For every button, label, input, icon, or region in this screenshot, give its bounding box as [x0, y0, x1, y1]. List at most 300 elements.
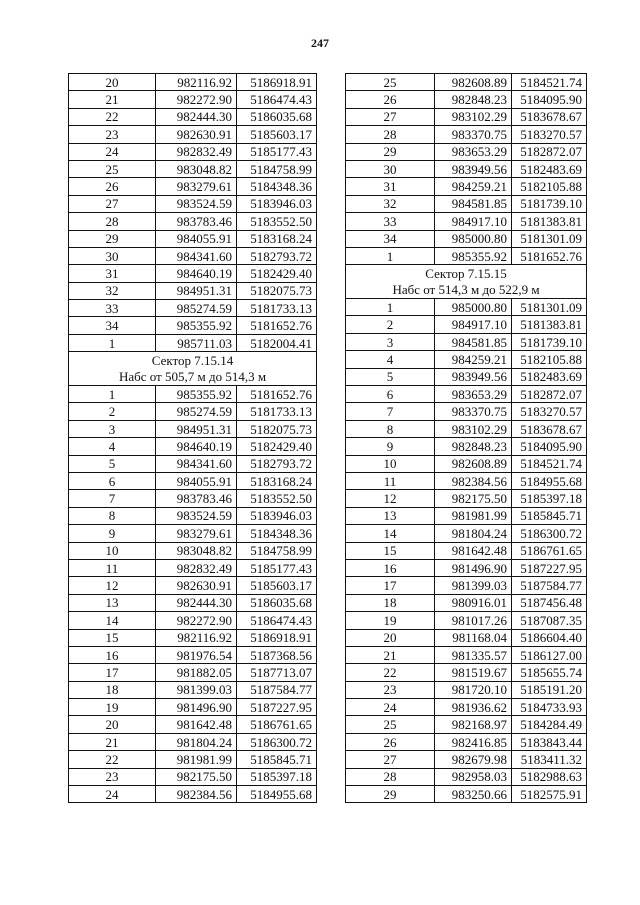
table-body-left	[69, 74, 317, 803]
x-coordinate-cell: 981642.48	[156, 716, 237, 733]
point-number-cell: 25	[346, 716, 435, 733]
y-coordinate-cell: 5185397.18	[237, 768, 317, 785]
y-coordinate-cell: 5186604.40	[512, 629, 587, 646]
table-row	[69, 317, 317, 334]
table-row	[346, 368, 587, 385]
point-number-cell: 22	[69, 751, 156, 768]
point-number-cell: 26	[69, 178, 156, 195]
y-coordinate-cell: 5181301.09	[512, 230, 587, 247]
table-row	[346, 629, 587, 646]
x-coordinate-cell: 981496.90	[156, 699, 237, 716]
y-coordinate-cell: 5181652.76	[237, 317, 317, 334]
y-coordinate-cell: 5185603.17	[237, 577, 317, 594]
point-number-cell: 13	[346, 507, 435, 524]
table-row	[346, 716, 587, 733]
y-coordinate-cell: 5181739.10	[512, 195, 587, 212]
y-coordinate-cell: 5186300.72	[512, 525, 587, 542]
x-coordinate-cell: 983524.59	[156, 507, 237, 524]
y-coordinate-cell: 5182075.73	[237, 282, 317, 299]
x-coordinate-cell: 985355.92	[156, 317, 237, 334]
table-row	[346, 213, 587, 230]
y-coordinate-cell: 5182793.72	[237, 455, 317, 472]
point-number-cell: 23	[69, 768, 156, 785]
x-coordinate-cell: 983783.46	[156, 213, 237, 230]
table-row	[346, 681, 587, 698]
point-number-cell: 9	[346, 438, 435, 455]
y-coordinate-cell: 5185603.17	[237, 126, 317, 143]
point-number-cell: 14	[346, 525, 435, 542]
y-coordinate-cell: 5182988.63	[512, 768, 587, 785]
y-coordinate-cell: 5184521.74	[512, 74, 587, 91]
y-coordinate-cell: 5181733.13	[237, 300, 317, 317]
table-row	[69, 542, 317, 559]
x-coordinate-cell: 984640.19	[156, 265, 237, 282]
y-coordinate-cell: 5182575.91	[512, 786, 587, 803]
y-coordinate-cell: 5182872.07	[512, 386, 587, 403]
point-number-cell: 3	[69, 420, 156, 437]
y-coordinate-cell: 5184733.93	[512, 699, 587, 716]
table-row	[69, 733, 317, 750]
x-coordinate-cell: 985000.80	[435, 299, 512, 316]
table-row	[346, 646, 587, 663]
x-coordinate-cell: 981981.99	[435, 507, 512, 524]
y-coordinate-cell: 5182429.40	[237, 265, 317, 282]
table-row	[69, 612, 317, 629]
x-coordinate-cell: 981976.54	[156, 646, 237, 663]
y-coordinate-cell: 5184284.49	[512, 716, 587, 733]
table-row	[346, 143, 587, 160]
x-coordinate-cell: 983279.61	[156, 525, 237, 542]
y-coordinate-cell: 5185177.43	[237, 143, 317, 160]
x-coordinate-cell: 983949.56	[435, 368, 512, 385]
x-coordinate-cell: 981804.24	[435, 525, 512, 542]
point-number-cell: 18	[346, 594, 435, 611]
x-coordinate-cell: 981936.62	[435, 699, 512, 716]
point-number-cell: 31	[346, 178, 435, 195]
table-row	[69, 751, 317, 768]
altitude-range-label: Набс от 505,7 м до 514,3 м	[69, 369, 317, 386]
table-row	[69, 525, 317, 542]
x-coordinate-cell: 983102.29	[435, 420, 512, 437]
table-row	[346, 507, 587, 524]
x-coordinate-cell: 984640.19	[156, 438, 237, 455]
point-number-cell: 26	[346, 733, 435, 750]
table-row	[69, 386, 317, 403]
table-row	[69, 334, 317, 351]
y-coordinate-cell: 5187087.35	[512, 612, 587, 629]
point-number-cell: 1	[346, 299, 435, 316]
table-row	[346, 74, 587, 91]
point-number-cell: 24	[346, 699, 435, 716]
point-number-cell: 19	[69, 699, 156, 716]
table-row	[69, 629, 317, 646]
x-coordinate-cell: 984055.91	[156, 472, 237, 489]
point-number-cell: 28	[346, 126, 435, 143]
point-number-cell: 32	[69, 282, 156, 299]
x-coordinate-cell: 983370.75	[435, 403, 512, 420]
table-row	[346, 472, 587, 489]
table-row	[69, 716, 317, 733]
x-coordinate-cell: 982848.23	[435, 438, 512, 455]
table-row	[346, 699, 587, 716]
point-number-cell: 29	[346, 143, 435, 160]
x-coordinate-cell: 984055.91	[156, 230, 237, 247]
x-coordinate-cell: 983102.29	[435, 108, 512, 125]
y-coordinate-cell: 5182429.40	[237, 438, 317, 455]
point-number-cell: 17	[69, 664, 156, 681]
x-coordinate-cell: 981496.90	[435, 559, 512, 576]
point-number-cell: 30	[69, 247, 156, 264]
y-coordinate-cell: 5184348.36	[237, 525, 317, 542]
table-row	[346, 351, 587, 368]
x-coordinate-cell: 982958.03	[435, 768, 512, 785]
point-number-cell: 17	[346, 577, 435, 594]
point-number-cell: 34	[69, 317, 156, 334]
y-coordinate-cell: 5185845.71	[237, 751, 317, 768]
table-row	[69, 91, 317, 108]
x-coordinate-cell: 983653.29	[435, 386, 512, 403]
y-coordinate-cell: 5181383.81	[512, 213, 587, 230]
table-row	[69, 74, 317, 91]
point-number-cell: 26	[346, 91, 435, 108]
x-coordinate-cell: 981882.05	[156, 664, 237, 681]
y-coordinate-cell: 5182105.88	[512, 351, 587, 368]
point-number-cell: 12	[346, 490, 435, 507]
y-coordinate-cell: 5185191.20	[512, 681, 587, 698]
point-number-cell: 34	[346, 230, 435, 247]
point-number-cell: 33	[346, 213, 435, 230]
y-coordinate-cell: 5183946.03	[237, 507, 317, 524]
table-row	[346, 733, 587, 750]
table-row	[346, 612, 587, 629]
altitude-range-label: Набс от 514,3 м до 522,9 м	[346, 282, 587, 299]
coordinates-table-right	[345, 73, 587, 803]
x-coordinate-cell: 981399.03	[435, 577, 512, 594]
point-number-cell: 22	[69, 108, 156, 125]
x-coordinate-cell: 981168.04	[435, 629, 512, 646]
x-coordinate-cell: 982608.89	[435, 455, 512, 472]
y-coordinate-cell: 5187713.07	[237, 664, 317, 681]
x-coordinate-cell: 982848.23	[435, 91, 512, 108]
y-coordinate-cell: 5186127.00	[512, 646, 587, 663]
point-number-cell: 23	[69, 126, 156, 143]
point-number-cell: 14	[69, 612, 156, 629]
table-row	[346, 160, 587, 177]
table-row	[346, 577, 587, 594]
y-coordinate-cell: 5183168.24	[237, 230, 317, 247]
x-coordinate-cell: 983949.56	[435, 160, 512, 177]
x-coordinate-cell: 981642.48	[435, 542, 512, 559]
x-coordinate-cell: 982679.98	[435, 751, 512, 768]
table-row	[346, 751, 587, 768]
point-number-cell: 28	[346, 768, 435, 785]
point-number-cell: 10	[69, 542, 156, 559]
table-row	[69, 178, 317, 195]
table-row	[346, 299, 587, 316]
x-coordinate-cell: 982832.49	[156, 559, 237, 576]
point-number-cell: 29	[346, 786, 435, 803]
y-coordinate-cell: 5182105.88	[512, 178, 587, 195]
x-coordinate-cell: 983048.82	[156, 160, 237, 177]
y-coordinate-cell: 5183270.57	[512, 126, 587, 143]
y-coordinate-cell: 5182483.69	[512, 160, 587, 177]
point-number-cell: 25	[69, 160, 156, 177]
x-coordinate-cell: 982444.30	[156, 108, 237, 125]
x-coordinate-cell: 983048.82	[156, 542, 237, 559]
x-coordinate-cell: 983370.75	[435, 126, 512, 143]
x-coordinate-cell: 982630.91	[156, 577, 237, 594]
table-row	[69, 108, 317, 125]
table-row	[69, 247, 317, 264]
y-coordinate-cell: 5186035.68	[237, 108, 317, 125]
table-row	[69, 126, 317, 143]
x-coordinate-cell: 985000.80	[435, 230, 512, 247]
table-row	[69, 559, 317, 576]
x-coordinate-cell: 981017.26	[435, 612, 512, 629]
y-coordinate-cell: 5183552.50	[237, 213, 317, 230]
point-number-cell: 20	[69, 74, 156, 91]
sector-heading-row	[69, 352, 317, 369]
y-coordinate-cell: 5182872.07	[512, 143, 587, 160]
point-number-cell: 30	[346, 160, 435, 177]
point-number-cell: 5	[346, 368, 435, 385]
point-number-cell: 16	[346, 559, 435, 576]
x-coordinate-cell: 984259.21	[435, 178, 512, 195]
point-number-cell: 7	[346, 403, 435, 420]
point-number-cell: 20	[346, 629, 435, 646]
table-row	[346, 386, 587, 403]
y-coordinate-cell: 5187584.77	[237, 681, 317, 698]
table-row	[346, 91, 587, 108]
x-coordinate-cell: 982116.92	[156, 74, 237, 91]
table-row	[346, 126, 587, 143]
y-coordinate-cell: 5183270.57	[512, 403, 587, 420]
x-coordinate-cell: 982384.56	[435, 472, 512, 489]
x-coordinate-cell: 982116.92	[156, 629, 237, 646]
altitude-range-row	[69, 369, 317, 386]
point-number-cell: 4	[346, 351, 435, 368]
point-number-cell: 1	[346, 247, 435, 264]
table-row	[346, 786, 587, 803]
table-row	[69, 438, 317, 455]
point-number-cell: 21	[69, 733, 156, 750]
table-row	[69, 699, 317, 716]
point-number-cell: 1	[69, 386, 156, 403]
x-coordinate-cell: 983783.46	[156, 490, 237, 507]
y-coordinate-cell: 5187227.95	[512, 559, 587, 576]
x-coordinate-cell: 983250.66	[435, 786, 512, 803]
x-coordinate-cell: 983524.59	[156, 195, 237, 212]
x-coordinate-cell: 984341.60	[156, 247, 237, 264]
point-number-cell: 8	[69, 507, 156, 524]
y-coordinate-cell: 5183411.32	[512, 751, 587, 768]
table-row	[69, 577, 317, 594]
point-number-cell: 15	[346, 542, 435, 559]
y-coordinate-cell: 5186474.43	[237, 612, 317, 629]
table-row	[69, 230, 317, 247]
point-number-cell: 20	[69, 716, 156, 733]
table-row	[346, 108, 587, 125]
x-coordinate-cell: 985355.92	[156, 386, 237, 403]
table-row	[69, 664, 317, 681]
table-row	[69, 265, 317, 282]
y-coordinate-cell: 5184095.90	[512, 438, 587, 455]
sector-heading: Сектор 7.15.15	[346, 265, 587, 282]
page-number: 247	[311, 36, 329, 50]
point-number-cell: 24	[69, 786, 156, 803]
y-coordinate-cell: 5185397.18	[512, 490, 587, 507]
point-number-cell: 27	[346, 108, 435, 125]
sector-heading: Сектор 7.15.14	[69, 352, 317, 369]
point-number-cell: 2	[346, 316, 435, 333]
point-number-cell: 27	[346, 751, 435, 768]
point-number-cell: 27	[69, 195, 156, 212]
table-row	[346, 178, 587, 195]
y-coordinate-cell: 5184758.99	[237, 542, 317, 559]
x-coordinate-cell: 981804.24	[156, 733, 237, 750]
y-coordinate-cell: 5187584.77	[512, 577, 587, 594]
table-row	[346, 247, 587, 264]
x-coordinate-cell: 984917.10	[435, 316, 512, 333]
y-coordinate-cell: 5181652.76	[512, 247, 587, 264]
x-coordinate-cell: 982416.85	[435, 733, 512, 750]
y-coordinate-cell: 5187456.48	[512, 594, 587, 611]
point-number-cell: 32	[346, 195, 435, 212]
x-coordinate-cell: 982175.50	[156, 768, 237, 785]
point-number-cell: 6	[69, 472, 156, 489]
table-row	[346, 230, 587, 247]
point-number-cell: 2	[69, 403, 156, 420]
point-number-cell: 29	[69, 230, 156, 247]
y-coordinate-cell: 5184095.90	[512, 91, 587, 108]
y-coordinate-cell: 5181739.10	[512, 333, 587, 350]
point-number-cell: 25	[346, 74, 435, 91]
point-number-cell: 28	[69, 213, 156, 230]
y-coordinate-cell: 5186300.72	[237, 733, 317, 750]
point-number-cell: 21	[69, 91, 156, 108]
y-coordinate-cell: 5185655.74	[512, 664, 587, 681]
y-coordinate-cell: 5181652.76	[237, 386, 317, 403]
point-number-cell: 24	[69, 143, 156, 160]
y-coordinate-cell: 5183168.24	[237, 472, 317, 489]
table-row	[346, 525, 587, 542]
y-coordinate-cell: 5182075.73	[237, 420, 317, 437]
table-row	[69, 594, 317, 611]
point-number-cell: 11	[69, 559, 156, 576]
table-row	[69, 681, 317, 698]
table-row	[69, 143, 317, 160]
table-row	[69, 646, 317, 663]
x-coordinate-cell: 984581.85	[435, 195, 512, 212]
table-row	[346, 559, 587, 576]
x-coordinate-cell: 983653.29	[435, 143, 512, 160]
x-coordinate-cell: 984341.60	[156, 455, 237, 472]
y-coordinate-cell: 5181301.09	[512, 299, 587, 316]
point-number-cell: 31	[69, 265, 156, 282]
x-coordinate-cell: 983279.61	[156, 178, 237, 195]
y-coordinate-cell: 5184955.68	[237, 786, 317, 803]
x-coordinate-cell: 982168.97	[435, 716, 512, 733]
table-row	[346, 664, 587, 681]
y-coordinate-cell: 5183946.03	[237, 195, 317, 212]
point-number-cell: 6	[346, 386, 435, 403]
table-row	[346, 333, 587, 350]
table-row	[69, 507, 317, 524]
x-coordinate-cell: 982272.90	[156, 612, 237, 629]
y-coordinate-cell: 5183678.67	[512, 420, 587, 437]
table-row	[346, 403, 587, 420]
table-row	[69, 786, 317, 803]
table-row	[346, 195, 587, 212]
x-coordinate-cell: 985274.59	[156, 403, 237, 420]
point-number-cell: 18	[69, 681, 156, 698]
y-coordinate-cell: 5183552.50	[237, 490, 317, 507]
x-coordinate-cell: 982630.91	[156, 126, 237, 143]
point-number-cell: 10	[346, 455, 435, 472]
x-coordinate-cell: 980916.01	[435, 594, 512, 611]
table-row	[346, 316, 587, 333]
y-coordinate-cell: 5186474.43	[237, 91, 317, 108]
point-number-cell: 15	[69, 629, 156, 646]
point-number-cell: 13	[69, 594, 156, 611]
y-coordinate-cell: 5185177.43	[237, 559, 317, 576]
point-number-cell: 16	[69, 646, 156, 663]
point-number-cell: 3	[346, 333, 435, 350]
y-coordinate-cell: 5184348.36	[237, 178, 317, 195]
x-coordinate-cell: 984917.10	[435, 213, 512, 230]
x-coordinate-cell: 981720.10	[435, 681, 512, 698]
table-row	[346, 594, 587, 611]
y-coordinate-cell: 5183678.67	[512, 108, 587, 125]
x-coordinate-cell: 984581.85	[435, 333, 512, 350]
point-number-cell: 7	[69, 490, 156, 507]
x-coordinate-cell: 984951.31	[156, 282, 237, 299]
y-coordinate-cell: 5184521.74	[512, 455, 587, 472]
table-row	[69, 403, 317, 420]
x-coordinate-cell: 982832.49	[156, 143, 237, 160]
y-coordinate-cell: 5186918.91	[237, 74, 317, 91]
y-coordinate-cell: 5181733.13	[237, 403, 317, 420]
table-row	[346, 455, 587, 472]
x-coordinate-cell: 982175.50	[435, 490, 512, 507]
y-coordinate-cell: 5181383.81	[512, 316, 587, 333]
point-number-cell: 9	[69, 525, 156, 542]
x-coordinate-cell: 982444.30	[156, 594, 237, 611]
y-coordinate-cell: 5182793.72	[237, 247, 317, 264]
x-coordinate-cell: 985711.03	[156, 334, 237, 351]
coordinates-table-left	[68, 73, 317, 803]
point-number-cell: 19	[346, 612, 435, 629]
table-row	[346, 542, 587, 559]
y-coordinate-cell: 5183843.44	[512, 733, 587, 750]
table-row	[69, 160, 317, 177]
y-coordinate-cell: 5184955.68	[512, 472, 587, 489]
table-body-right	[346, 74, 587, 803]
point-number-cell: 8	[346, 420, 435, 437]
x-coordinate-cell: 981399.03	[156, 681, 237, 698]
sector-heading-row	[346, 265, 587, 282]
point-number-cell: 22	[346, 664, 435, 681]
altitude-range-row	[346, 282, 587, 299]
table-row	[346, 768, 587, 785]
x-coordinate-cell: 984951.31	[156, 420, 237, 437]
table-row	[69, 455, 317, 472]
point-number-cell: 12	[69, 577, 156, 594]
x-coordinate-cell: 981981.99	[156, 751, 237, 768]
point-number-cell: 5	[69, 455, 156, 472]
y-coordinate-cell: 5186761.65	[237, 716, 317, 733]
y-coordinate-cell: 5182004.41	[237, 334, 317, 351]
